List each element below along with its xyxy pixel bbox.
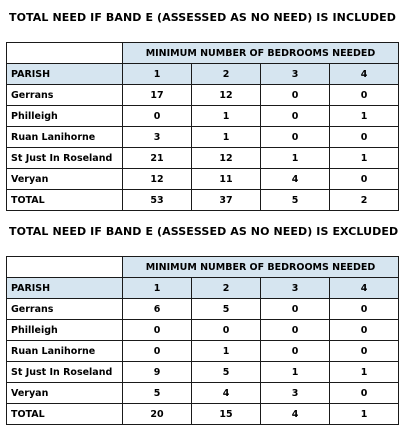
column-header-row	[7, 64, 399, 85]
value-cell: 1	[261, 148, 330, 169]
value-cell: 5	[192, 362, 261, 383]
parish-cell: St Just In Roseland	[7, 362, 123, 383]
table-row	[7, 383, 399, 404]
value-cell: 5	[192, 299, 261, 320]
value-cell: 0	[261, 85, 330, 106]
total-row	[7, 190, 399, 211]
table-row	[7, 148, 399, 169]
value-cell: 0	[330, 341, 399, 362]
value-cell: 1	[330, 148, 399, 169]
value-cell: 12	[123, 169, 192, 190]
value-cell: 1	[330, 106, 399, 127]
total-cell: 2	[330, 190, 399, 211]
group-header-row	[7, 43, 399, 64]
column-header: 2	[192, 64, 261, 85]
parish-cell: Philleigh	[7, 106, 123, 127]
value-cell: 1	[330, 362, 399, 383]
parish-cell: St Just In Roseland	[7, 148, 123, 169]
value-cell: 1	[261, 362, 330, 383]
section-title: TOTAL NEED IF BAND E (ASSESSED AS NO NEED) IS INCLUDED	[9, 11, 396, 24]
parish-cell: Gerrans	[7, 85, 123, 106]
group-header: MINIMUM NUMBER OF BEDROOMS NEEDED	[123, 43, 399, 64]
value-cell: 11	[192, 169, 261, 190]
table-row	[7, 299, 399, 320]
column-header: 1	[123, 64, 192, 85]
total-cell: 5	[261, 190, 330, 211]
parish-cell: Philleigh	[7, 320, 123, 341]
value-cell: 0	[330, 320, 399, 341]
value-cell: 1	[192, 106, 261, 127]
value-cell: 1	[192, 127, 261, 148]
total-label: TOTAL	[7, 404, 123, 425]
column-header: 3	[261, 278, 330, 299]
total-cell: 4	[261, 404, 330, 425]
value-cell: 6	[123, 299, 192, 320]
column-header-row	[7, 278, 399, 299]
value-cell: 0	[192, 320, 261, 341]
value-cell: 0	[330, 127, 399, 148]
table-row	[7, 127, 399, 148]
bedrooms-table-included	[6, 42, 399, 211]
total-cell: 15	[192, 404, 261, 425]
value-cell: 0	[123, 341, 192, 362]
group-header-row	[7, 257, 399, 278]
column-header: 1	[123, 278, 192, 299]
value-cell: 17	[123, 85, 192, 106]
parish-cell: Veryan	[7, 383, 123, 404]
value-cell: 9	[123, 362, 192, 383]
total-cell: 20	[123, 404, 192, 425]
column-header: 3	[261, 64, 330, 85]
value-cell: 0	[261, 106, 330, 127]
value-cell: 4	[192, 383, 261, 404]
parish-cell: Veryan	[7, 169, 123, 190]
value-cell: 21	[123, 148, 192, 169]
section-title: TOTAL NEED IF BAND E (ASSESSED AS NO NEED) IS EXCLUDED	[9, 225, 399, 238]
blank-cell	[7, 257, 123, 278]
column-header: 4	[330, 64, 399, 85]
column-header: 2	[192, 278, 261, 299]
value-cell: 0	[330, 383, 399, 404]
value-cell: 0	[330, 169, 399, 190]
table-row	[7, 320, 399, 341]
column-header: PARISH	[7, 64, 123, 85]
value-cell: 0	[261, 127, 330, 148]
parish-cell: Ruan Lanihorne	[7, 341, 123, 362]
table-row	[7, 169, 399, 190]
value-cell: 0	[123, 106, 192, 127]
total-cell: 37	[192, 190, 261, 211]
table-row	[7, 341, 399, 362]
column-header: PARISH	[7, 278, 123, 299]
parish-cell: Gerrans	[7, 299, 123, 320]
table-row	[7, 85, 399, 106]
table-row	[7, 106, 399, 127]
value-cell: 0	[123, 320, 192, 341]
parish-cell: Ruan Lanihorne	[7, 127, 123, 148]
value-cell: 5	[123, 383, 192, 404]
blank-cell	[7, 43, 123, 64]
group-header: MINIMUM NUMBER OF BEDROOMS NEEDED	[123, 257, 399, 278]
value-cell: 3	[123, 127, 192, 148]
bedrooms-table-excluded	[6, 256, 399, 425]
value-cell: 1	[192, 341, 261, 362]
total-cell: 53	[123, 190, 192, 211]
value-cell: 12	[192, 85, 261, 106]
value-cell: 0	[330, 85, 399, 106]
value-cell: 4	[261, 169, 330, 190]
value-cell: 0	[330, 299, 399, 320]
value-cell: 3	[261, 383, 330, 404]
value-cell: 12	[192, 148, 261, 169]
value-cell: 0	[261, 341, 330, 362]
value-cell: 0	[261, 299, 330, 320]
total-row	[7, 404, 399, 425]
column-header: 4	[330, 278, 399, 299]
table-row	[7, 362, 399, 383]
total-cell: 1	[330, 404, 399, 425]
total-label: TOTAL	[7, 190, 123, 211]
value-cell: 0	[261, 320, 330, 341]
